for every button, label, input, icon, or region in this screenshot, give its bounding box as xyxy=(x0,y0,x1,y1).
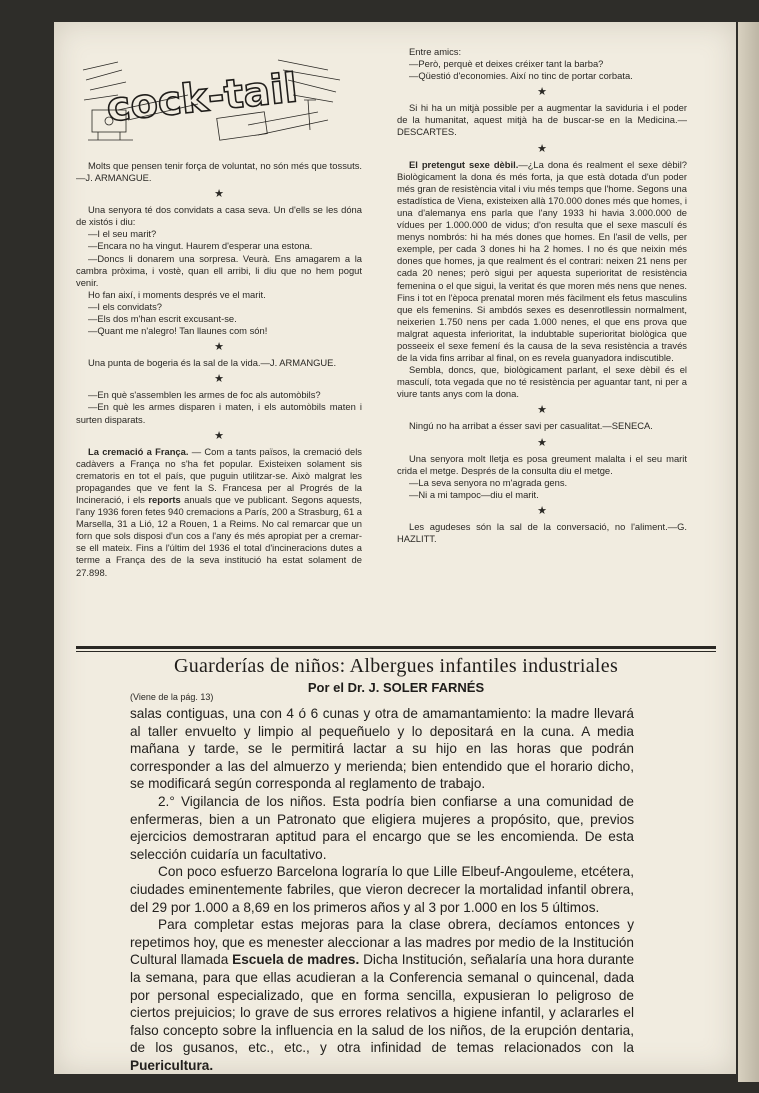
paragraph xyxy=(76,301,362,313)
paragraph-text: Si hi ha un mitjà possible per a augmentar la saviduria i el poder de la humanitat, aquest mitjà ha de buscar-se en la Medicina.—DESCARTES. xyxy=(397,102,687,138)
paragraph-text: —¿La dona és realment el sexe dèbil? Biològicament la dona és més forta, ja que està dotada d'un poder més gran de resistència vital i viu més temps que l'home. Segons una estadística de Viena, existeixen allà 170.000 dones més que homes, i una d'alemanya ens parla que l'any 1933 hi havia 3.000.000 de vídues per 1.000.000 de vidus; d'on resulta que el sexe masculí és menys nombrós: hi ha més dones que homes. En l'asil de vells, per exemple, per cada 3 dones hi ha 2 homes. I no és que neixin més dones que homes, ja que realment és el contrari: neixen 21 nens per cada 20 nenes; però sigui per aquesta superioritat de resistència femenina o el que sigui, la veritat és que moren més nens que nenes. Fins i tot en l'època prenatal moren més fàcilment els fetus masculins que els femenins. Si ambdós sexes es desenrotllessin normalment, neixerien 1.750 nens per cada 1.000 nenes, el que ens prova que malgrat aquesta inferioritat, la indubtable superioritat biològica que posseeix el sexe femení és la causa de la seva resistència a través de la vida fins arribar al final, on es revela guanyadora indiscutible. xyxy=(397,158,687,364)
cocktail-logo xyxy=(78,40,348,150)
emphasis-text: Escuela de madres. xyxy=(232,952,360,968)
paragraph-text: —Quant me n'alegro! Tan llaunes com són! xyxy=(88,325,268,337)
paragraph-text: 2.° Vigilancia de los niños. Esta podría bien confiarse a una comunidad de enfermeras, bien a un Patronato que eligiera mujeres a propósito, que, previos ejercicios demostraran aptitud para el encargo que se les encomienda. De esta selección cuidaría un facultativo. xyxy=(130,793,634,862)
paragraph xyxy=(76,325,362,337)
paragraph xyxy=(76,289,362,301)
paragraph-text: —En què les armes disparen i maten, i els automòbils maten i surten disparats. xyxy=(76,401,362,425)
star-separator: ★ xyxy=(214,373,224,386)
paragraph-text: — Com a tants països, la cremació dels cadàvers a França no s'ha fet popular. Existeixen solament sis crematoris en tot el país, que puguin utilitzar-se. Això malgrat les propagandes que ve fent la S. Francesa per al Progrés de la Incineració, i els xyxy=(76,445,362,505)
paragraph xyxy=(397,159,687,365)
continued-note: (Viene de la pág. 13) xyxy=(130,692,214,702)
star-separator: ★ xyxy=(214,341,224,354)
paragraph-text: Con poco esfuerzo Barcelona lograría lo que Lille Elbeuf-Angouleme, etcétera, ciudades eminentemente fabriles, que vieron decrecer la mortalidad infantil obrera, del 29 por 1.000 a 8,69 en los primeros años y al 3 por 1.000 en los 5 últimos. xyxy=(130,864,634,915)
paragraph xyxy=(76,240,362,252)
paragraph xyxy=(76,228,362,240)
paragraph xyxy=(397,489,687,501)
paragraph xyxy=(397,453,687,477)
article-paragraph xyxy=(130,793,634,863)
paragraph-text: Ningú no ha arribat a ésser savi per casualitat.—SENECA. xyxy=(409,420,653,432)
paragraph-text: anuals que ve publicant. Segons aquests, l'any 1936 foren fetes 940 cremacions a París, 200 a Strasburg, 61 a Marsella, 31 a Lió, 12 a Rouen, 1 a Reims. No cal remarcar que un forn que sols disposi d'un cos a l'any és més apropiat per a cremar-se ell mateix. Fins a l'últim del 1936 el total d'incineracions dutes a terme a França des de la seva institució ha estat solament de 27.898. xyxy=(76,493,362,578)
paragraph-text: —Doncs li donarem una sorpresa. Veurà. Ens amagarem a la cambra pròxima, i vostè, quan ell arribi, li diu que no hem pogut venir. xyxy=(76,252,362,288)
paragraph-text: Ho fan així, i moments després ve el marit. xyxy=(88,288,266,300)
paragraph-text: —Els dos m'han escrit excusant-se. xyxy=(88,313,237,325)
article-paragraph xyxy=(130,916,634,1074)
paragraph-text: Sembla, doncs, que, biològicament parlant, el sexe dèbil és el masculí, tota vegada que no té resistència per aguantar tant, ni per a viure tants anys com la dona. xyxy=(397,364,687,400)
paragraph-text: Entre amics: xyxy=(409,46,462,57)
star-separator: ★ xyxy=(537,86,547,99)
paragraph xyxy=(76,446,362,579)
star-separator: ★ xyxy=(537,404,547,417)
paragraph xyxy=(76,357,362,369)
star-separator: ★ xyxy=(214,429,224,442)
paragraph xyxy=(397,420,687,432)
paragraph xyxy=(76,204,362,228)
paragraph-text: —Qüestió d'economies. Així no tinc de portar corbata. xyxy=(409,70,633,82)
article-paragraph xyxy=(130,705,634,793)
paragraph-text: Dicha Institución, señalaría una hora durante la semana, para que ellas acudieran a la Conferencia semanal o quincenal, dada por personal especializado, que en forma sencilla, expusieran lo peligroso de ciertos prejuicios; lo grave de sus errores relativos a higiene infantil, y aclararles el falso concepto sobre la influencia en la salud de los niños, de la erupción dentaria, de los gusanos, etc., etc., y otra infinidad de temas relacionados con la xyxy=(130,952,635,1056)
paragraph-text: —Ni a mi tampoc—diu el marit. xyxy=(409,488,539,500)
paragraph-text: Molts que pensen tenir força de voluntat, no són més que tossuts.—J. ARMANGUE. xyxy=(76,160,362,184)
paragraph-text: —I el seu marit? xyxy=(88,228,157,240)
article-body xyxy=(130,705,634,1074)
emphasis-text: Puericultura. xyxy=(130,1057,214,1073)
paragraph-text: Una senyora molt lletja es posa greument malalta i el seu marit crida el metge. Després de la consulta diu el metge. xyxy=(397,452,687,476)
section-divider-thin xyxy=(76,651,716,652)
star-separator: ★ xyxy=(214,188,224,201)
paragraph xyxy=(397,58,687,70)
star-separator: ★ xyxy=(537,142,547,155)
paragraph-text: —Però, perquè et deixes créixer tant la barba? xyxy=(409,58,604,70)
paragraph-text: salas contiguas, una con 4 ó 6 cunas y otra de amamantamiento: la madre llevará al taller envuelto y limpio al pequeñuelo y lo depositará en la cuna. A media mañana y tarde, se le permitirá lactar a su hijo en las horas que podrán corresponder a las del almuerzo y merienda; bien entendido que el horario dicho, se modificará según corresponda al reglamento de trabajo. xyxy=(130,706,634,792)
paragraph-text: —En què s'assemblen les armes de foc als automòbils? xyxy=(88,389,321,401)
paragraph xyxy=(397,70,687,82)
star-separator: ★ xyxy=(537,504,547,517)
paragraph xyxy=(397,102,687,138)
paragraph-text: Una punta de bogeria és la sal de la vida.—J. ARMANGUE. xyxy=(88,357,337,369)
paragraph-heading: El pretengut sexe dèbil. xyxy=(409,158,519,170)
section-divider-thick xyxy=(76,646,716,649)
paragraph xyxy=(76,401,362,425)
paragraph xyxy=(76,160,362,184)
article-paragraph xyxy=(130,863,634,916)
paragraph xyxy=(397,521,687,545)
emphasis-text: reports xyxy=(148,493,181,505)
paragraph-heading: La cremació a França. xyxy=(88,445,189,457)
paragraph-text: Una senyora té dos convidats a casa seva. Un d'ells se les dóna de xistós i diu: xyxy=(76,204,362,228)
paragraph-text: —Encara no ha vingut. Haurem d'esperar una estona. xyxy=(88,240,313,252)
paragraph-text: Les agudeses són la sal de la conversació, no l'aliment.—G. HAZLITT. xyxy=(397,520,687,544)
left-column xyxy=(76,160,362,579)
logo-word: cock-tail xyxy=(104,65,300,132)
paragraph xyxy=(397,364,687,400)
paragraph xyxy=(76,253,362,289)
paragraph xyxy=(397,477,687,489)
paragraph-text: Para completar estas mejoras para la clase obrera, decíamos entonces y repetimos hoy, que es menester aleccionar a las madres por medio de la Institución Cultural llamada xyxy=(130,917,634,968)
paragraph xyxy=(397,46,687,58)
article-title: Guarderías de niños: Albergues infantiles industriales xyxy=(173,655,619,677)
next-page-edge xyxy=(738,22,759,1082)
paragraph xyxy=(76,389,362,401)
right-column xyxy=(397,46,687,545)
article-author: Por el Dr. J. SOLER FARNÉS xyxy=(307,680,485,695)
paragraph-text: —I els convidats? xyxy=(88,300,162,312)
star-separator: ★ xyxy=(537,436,547,449)
paragraph-text: —La seva senyora no m'agrada gens. xyxy=(409,476,568,488)
paragraph xyxy=(76,313,362,325)
